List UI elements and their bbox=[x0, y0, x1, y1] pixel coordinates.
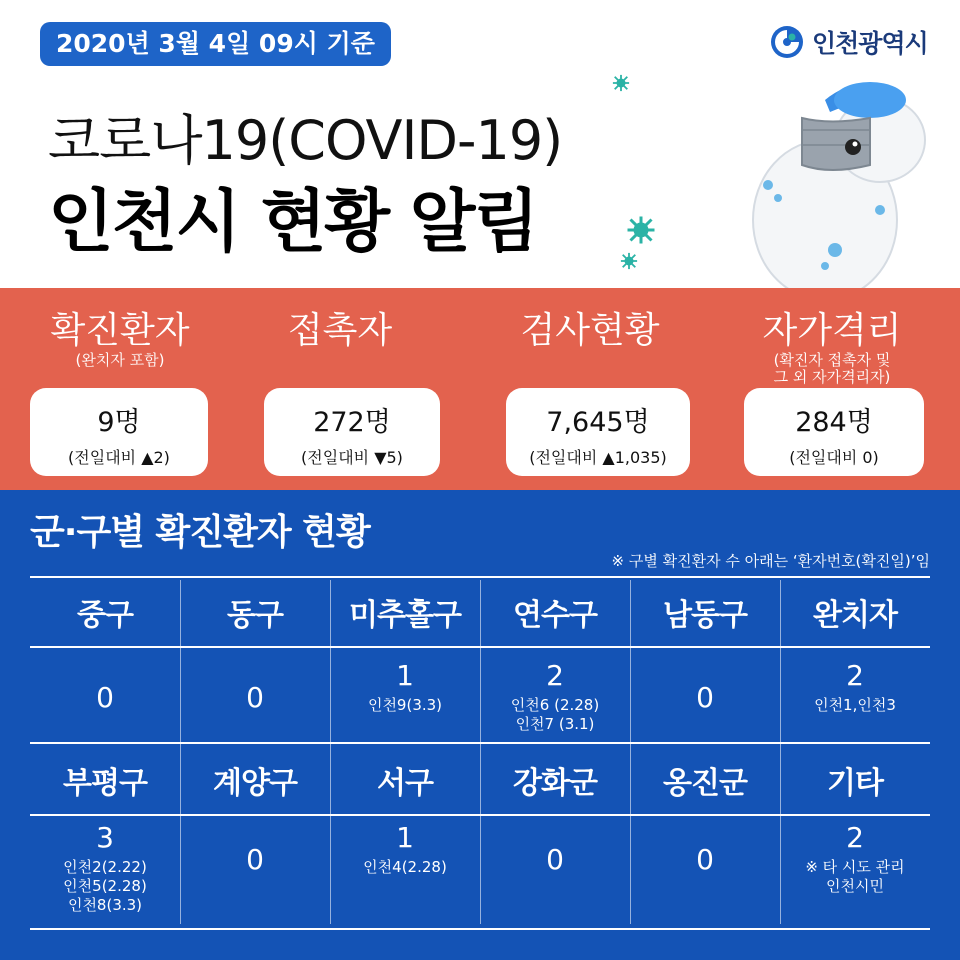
district-patients: 인천4(2.28) bbox=[363, 858, 447, 876]
district-cell bbox=[30, 682, 180, 714]
district-count: 1 bbox=[396, 821, 414, 854]
stat-contacts bbox=[220, 288, 460, 490]
district-count: 0 bbox=[546, 843, 564, 876]
logo-text: 인천광역시 bbox=[812, 29, 928, 58]
table-rule bbox=[30, 928, 930, 930]
district-name: 계양구 bbox=[213, 766, 297, 801]
stat-value: 272명 bbox=[313, 407, 391, 438]
district-count: 0 bbox=[246, 681, 264, 714]
district-name: 기타 bbox=[827, 766, 883, 801]
stat-title: 접촉자 bbox=[287, 310, 393, 351]
stat-box bbox=[264, 388, 440, 476]
title-line1: 코로나19(COVID-19) bbox=[48, 109, 563, 172]
district-note: ※ 구별 확진환자 수 아래는 ‘환자번호(확진일)’임 bbox=[611, 552, 930, 570]
district-cell bbox=[30, 822, 180, 915]
district-count: 0 bbox=[96, 681, 114, 714]
stat-confirmed bbox=[0, 288, 240, 490]
district-count: 0 bbox=[696, 681, 714, 714]
stat-change: (전일대비 ▼5) bbox=[301, 448, 403, 467]
district-cell bbox=[630, 682, 780, 714]
stat-box bbox=[744, 388, 924, 476]
stat-title: 검사현황 bbox=[520, 310, 660, 351]
stat-change: (전일대비 ▲2) bbox=[68, 448, 170, 467]
district-name: 남동구 bbox=[663, 598, 747, 633]
district-cell bbox=[330, 660, 480, 715]
table-rule bbox=[30, 576, 930, 578]
district-name: 미추홀구 bbox=[349, 598, 461, 633]
district-title: 군·구별 확진환자 현황 bbox=[30, 512, 370, 553]
stat-subtitle: (완치자 포함) bbox=[75, 351, 165, 369]
district-name: 중구 bbox=[77, 598, 133, 633]
district-count: 2 bbox=[546, 659, 564, 692]
stat-box bbox=[30, 388, 208, 476]
stat-value: 284명 bbox=[795, 407, 873, 438]
stat-tests bbox=[470, 288, 710, 490]
virus-icon bbox=[620, 252, 638, 270]
mascot-illustration bbox=[730, 70, 930, 290]
district-cell bbox=[630, 844, 780, 876]
district-cell bbox=[330, 822, 480, 877]
stat-change: (전일대비 ▲1,035) bbox=[529, 448, 667, 467]
district-name: 서구 bbox=[377, 766, 433, 801]
district-name: 동구 bbox=[227, 598, 283, 633]
district-count: 0 bbox=[696, 843, 714, 876]
district-cell bbox=[180, 682, 330, 714]
stats-band bbox=[0, 288, 960, 490]
stat-title: 확진환자 bbox=[50, 310, 190, 351]
stat-value: 9명 bbox=[97, 407, 141, 438]
stat-quarantine bbox=[712, 288, 952, 490]
stat-subtitle: (확진자 접촉자 및 그 외 자가격리자) bbox=[773, 351, 891, 386]
district-name: 완치자 bbox=[813, 598, 897, 633]
district-patients: 인천2(2.22) 인천5(2.28) 인천8(3.3) bbox=[63, 858, 147, 914]
district-count: 3 bbox=[96, 821, 114, 854]
district-patients: 인천1,인천3 bbox=[814, 696, 896, 714]
district-cell bbox=[480, 844, 630, 876]
district-cell bbox=[780, 660, 930, 715]
district-patients: 인천9(3.3) bbox=[367, 696, 443, 714]
stat-title: 자가격리 bbox=[762, 310, 902, 351]
district-patients: ※ 타 시도 관리 인천시민 bbox=[805, 858, 905, 895]
stat-box bbox=[506, 388, 690, 476]
district-count: 2 bbox=[846, 821, 864, 854]
incheon-logo-icon bbox=[770, 25, 804, 59]
district-patients: 인천6 (2.28) 인천7 (3.1) bbox=[510, 696, 600, 733]
district-section bbox=[0, 490, 960, 960]
virus-icon bbox=[626, 215, 656, 245]
virus-icon bbox=[612, 74, 630, 92]
district-cell bbox=[780, 822, 930, 896]
district-name: 옹진군 bbox=[663, 766, 747, 801]
title-line2: 인천시 현황 알림 bbox=[48, 183, 538, 262]
district-count: 0 bbox=[246, 843, 264, 876]
header bbox=[0, 0, 960, 288]
district-name: 부평구 bbox=[63, 766, 147, 801]
district-count: 1 bbox=[396, 659, 414, 692]
stat-change: (전일대비 0) bbox=[789, 448, 879, 467]
district-name: 강화군 bbox=[513, 766, 597, 801]
district-count: 2 bbox=[846, 659, 864, 692]
district-cell bbox=[480, 660, 630, 734]
stat-value: 7,645명 bbox=[546, 407, 650, 438]
district-name: 연수구 bbox=[513, 598, 597, 633]
incheon-logo bbox=[770, 22, 928, 62]
date-badge: 2020년 3월 4일 09시 기준 bbox=[40, 22, 391, 66]
district-cell bbox=[180, 844, 330, 876]
